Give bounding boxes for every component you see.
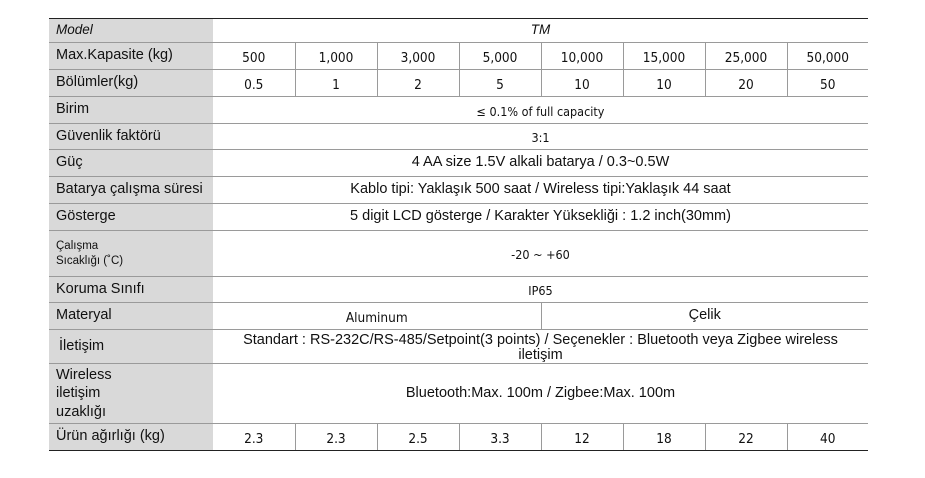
row-power xyxy=(49,150,868,177)
label-division: Bölümler(kg) xyxy=(49,70,213,97)
division-cell: 5 xyxy=(459,70,541,97)
capacity-cell: 10,000 xyxy=(541,43,623,70)
weight-cell: 2.3 xyxy=(295,424,377,451)
capacity-cell: 15,000 xyxy=(623,43,705,70)
label-battery: Batarya çalışma süresi xyxy=(49,177,213,204)
capacity-cell: 50,000 xyxy=(787,43,868,70)
label-power: Güç xyxy=(49,150,213,177)
capacity-cell: 1,000 xyxy=(295,43,377,70)
division-cell: 10 xyxy=(541,70,623,97)
label-wireless-line2: iletişim xyxy=(56,385,101,402)
row-division xyxy=(49,70,868,97)
division-cell: 10 xyxy=(623,70,705,97)
value-communication-line1: Standart : RS-232C/RS-485/Setpoint(3 points) / Seçenekler : Bluetooth veya Zigbee wireless xyxy=(243,332,838,348)
division-cell: 20 xyxy=(705,70,787,97)
weight-cell: 22 xyxy=(705,424,787,451)
weight-cell: 40 xyxy=(787,424,868,451)
weight-cell: 18 xyxy=(623,424,705,451)
capacity-cell: 5,000 xyxy=(459,43,541,70)
value-communication xyxy=(213,330,868,364)
value-display: 5 digit LCD gösterge / Karakter Yüksekliği : 1.2 inch(30mm) xyxy=(213,204,868,231)
row-unit xyxy=(49,97,868,124)
row-safety xyxy=(49,124,868,150)
spec-table xyxy=(49,18,868,451)
capacity-cell: 3,000 xyxy=(377,43,459,70)
capacity-cell: 25,000 xyxy=(705,43,787,70)
row-capacity xyxy=(49,43,868,70)
value-temperature: -20 ~ +60 xyxy=(213,231,868,277)
row-model xyxy=(49,19,868,43)
value-power: 4 AA size 1.5V alkali batarya / 0.3~0.5W xyxy=(213,150,868,177)
label-model: Model xyxy=(49,19,213,43)
row-display xyxy=(49,204,868,231)
weight-cell: 12 xyxy=(541,424,623,451)
value-safety: 3:1 xyxy=(213,124,868,150)
row-protection xyxy=(49,277,868,303)
row-wireless xyxy=(49,364,868,424)
label-unit: Birim xyxy=(49,97,213,124)
weight-cell: 2.5 xyxy=(377,424,459,451)
label-temperature-line1: Çalışma xyxy=(56,240,99,253)
value-model: TM xyxy=(213,19,868,43)
row-battery xyxy=(49,177,868,204)
value-battery: Kablo tipi: Yaklaşık 500 saat / Wireless tipi:Yaklaşık 44 saat xyxy=(213,177,868,204)
label-material: Materyal xyxy=(49,303,213,330)
row-material xyxy=(49,303,868,330)
label-communication: İletişim xyxy=(49,330,213,364)
division-cell: 1 xyxy=(295,70,377,97)
label-temperature-line2: Sıcaklığı (˚C) xyxy=(56,254,124,267)
label-wireless-line1: Wireless xyxy=(56,367,112,384)
division-cell: 50 xyxy=(787,70,868,97)
label-protection: Koruma Sınıfı xyxy=(49,277,213,303)
capacity-cell: 500 xyxy=(213,43,295,70)
division-cell: 2 xyxy=(377,70,459,97)
label-wireless xyxy=(49,364,213,424)
value-unit: ≤ 0.1% of full capacity xyxy=(213,97,868,124)
label-temperature xyxy=(49,231,213,277)
value-wireless: Bluetooth:Max. 100m / Zigbee:Max. 100m xyxy=(213,364,868,424)
label-display: Gösterge xyxy=(49,204,213,231)
value-protection: IP65 xyxy=(213,277,868,303)
value-material-steel: Çelik xyxy=(541,303,868,330)
value-material-aluminum: Aluminum xyxy=(213,303,541,330)
row-weight xyxy=(49,424,868,451)
label-safety: Güvenlik faktörü xyxy=(49,124,213,150)
label-capacity: Max.Kapasite (kg) xyxy=(49,43,213,70)
division-cell: 0.5 xyxy=(213,70,295,97)
row-temperature xyxy=(49,231,868,277)
label-wireless-line3: uzaklığı xyxy=(56,403,106,420)
value-communication-line2: iletişim xyxy=(518,347,563,363)
row-communication xyxy=(49,330,868,364)
label-weight: Ürün ağırlığı (kg) xyxy=(49,424,213,451)
weight-cell: 2.3 xyxy=(213,424,295,451)
weight-cell: 3.3 xyxy=(459,424,541,451)
